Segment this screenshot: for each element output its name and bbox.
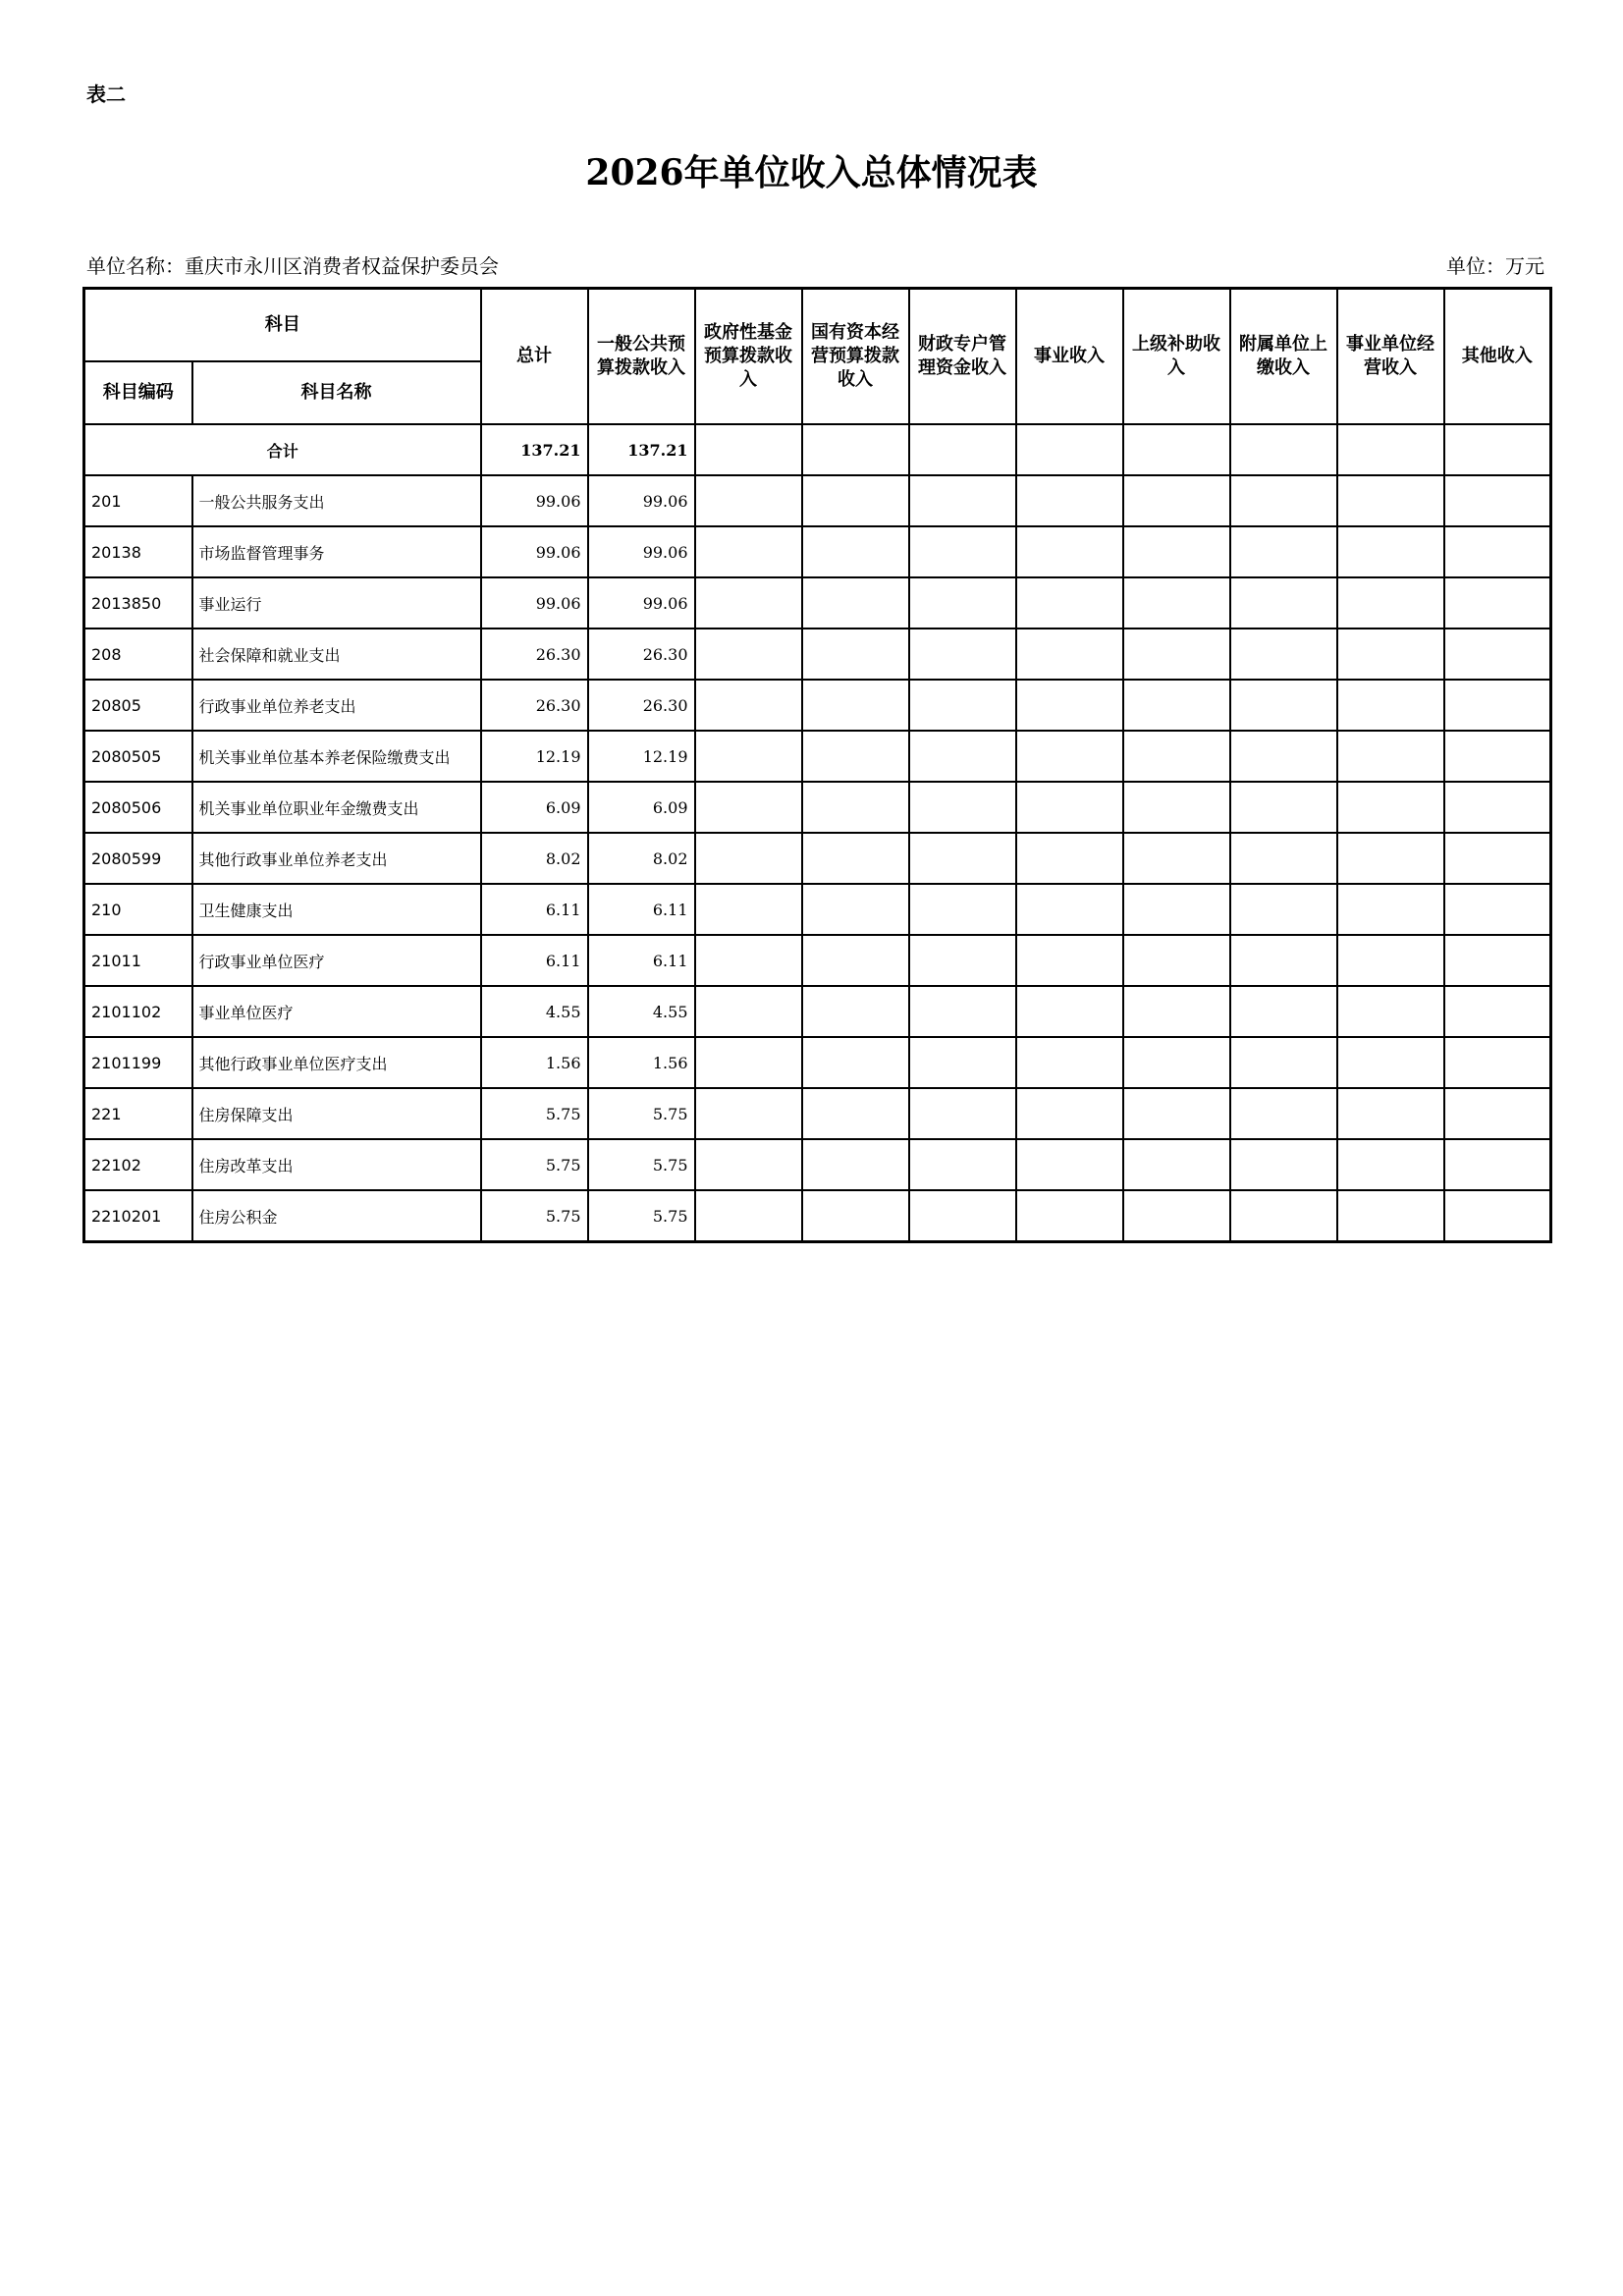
empty-cell [1016,986,1123,1037]
row-subject-name: 住房公积金 [192,1190,481,1242]
table-row [84,833,1551,884]
row-subject-name: 社会保障和就业支出 [192,629,481,680]
header-fiscal-special: 财政专户管理资金收入 [909,289,1016,425]
empty-cell [1123,526,1230,577]
row-subject-code: 210 [84,884,192,935]
empty-cell [1444,1139,1551,1190]
empty-cell [802,629,909,680]
empty-cell [1337,1190,1444,1242]
header-total: 总计 [481,289,588,425]
empty-cell [802,1139,909,1190]
empty-cell [909,731,1016,782]
row-total: 8.02 [481,833,588,884]
empty-cell [1123,884,1230,935]
table-row [84,1037,1551,1088]
row-subject-name: 其他行政事业单位医疗支出 [192,1037,481,1088]
row-total: 1.56 [481,1037,588,1088]
empty-cell [802,1190,909,1242]
row-total: 6.11 [481,884,588,935]
empty-cell [802,782,909,833]
empty-cell [1230,731,1337,782]
row-subject-code: 208 [84,629,192,680]
empty-cell [909,833,1016,884]
row-subject-name: 市场监督管理事务 [192,526,481,577]
empty-cell [695,731,802,782]
table-row [84,935,1551,986]
row-general-budget: 8.02 [588,833,695,884]
row-subject-code: 20138 [84,526,192,577]
row-subject-code: 2101102 [84,986,192,1037]
empty-cell [909,884,1016,935]
empty-cell [1444,526,1551,577]
table-row [84,475,1551,526]
table-row [84,731,1551,782]
empty-cell [1444,1190,1551,1242]
empty-cell [695,475,802,526]
empty-cell [802,884,909,935]
empty-cell [1444,833,1551,884]
empty-cell [1016,1190,1123,1242]
empty-cell [909,680,1016,731]
empty-cell [1337,475,1444,526]
row-subject-name: 机关事业单位基本养老保险缴费支出 [192,731,481,782]
row-total: 4.55 [481,986,588,1037]
empty-cell [1444,475,1551,526]
row-total: 26.30 [481,680,588,731]
table-label: 表二 [86,82,126,106]
empty-cell [909,424,1016,475]
data-rows [84,475,1551,1242]
row-general-budget: 5.75 [588,1088,695,1139]
empty-cell [1016,526,1123,577]
unit-measure: 单位：万元 [1446,254,1544,278]
row-subject-code: 2013850 [84,577,192,629]
empty-cell [1337,731,1444,782]
row-subject-name: 其他行政事业单位养老支出 [192,833,481,884]
table-row [84,782,1551,833]
row-subject-name: 行政事业单位医疗 [192,935,481,986]
empty-cell [695,1139,802,1190]
row-total: 12.19 [481,731,588,782]
empty-cell [1123,833,1230,884]
empty-cell [695,935,802,986]
empty-cell [1337,833,1444,884]
row-subject-code: 221 [84,1088,192,1139]
empty-cell [1444,782,1551,833]
income-table [82,287,1552,1243]
row-subject-code: 2080505 [84,731,192,782]
empty-cell [1444,424,1551,475]
empty-cell [802,1037,909,1088]
empty-cell [695,424,802,475]
row-general-budget: 12.19 [588,731,695,782]
empty-cell [802,1088,909,1139]
empty-cell [695,629,802,680]
empty-cell [802,935,909,986]
table-row [84,884,1551,935]
empty-cell [802,526,909,577]
row-general-budget: 99.06 [588,526,695,577]
empty-cell [1444,1037,1551,1088]
empty-cell [1016,424,1123,475]
row-general-budget: 26.30 [588,680,695,731]
header-subject: 科目 [84,289,481,362]
empty-cell [909,782,1016,833]
row-total: 99.06 [481,475,588,526]
row-subject-name: 行政事业单位养老支出 [192,680,481,731]
row-subject-code: 20805 [84,680,192,731]
table-row [84,577,1551,629]
row-subject-name: 机关事业单位职业年金缴费支出 [192,782,481,833]
row-subject-name: 事业运行 [192,577,481,629]
empty-cell [1444,731,1551,782]
empty-cell [1337,986,1444,1037]
empty-cell [802,833,909,884]
row-subject-name: 一般公共服务支出 [192,475,481,526]
row-subject-code: 201 [84,475,192,526]
table-row [84,1088,1551,1139]
header-business-income: 事业收入 [1016,289,1123,425]
empty-cell [909,1088,1016,1139]
empty-cell [1016,833,1123,884]
row-total: 5.75 [481,1139,588,1190]
empty-cell [1230,986,1337,1037]
row-subject-code: 2210201 [84,1190,192,1242]
empty-cell [909,526,1016,577]
empty-cell [909,986,1016,1037]
row-subject-name: 住房改革支出 [192,1139,481,1190]
empty-cell [1123,1139,1230,1190]
empty-cell [1016,782,1123,833]
empty-cell [1123,424,1230,475]
empty-cell [1337,884,1444,935]
row-subject-code: 22102 [84,1139,192,1190]
page-title: 2026年单位收入总体情况表 [585,152,1038,193]
empty-cell [1337,1037,1444,1088]
empty-cell [909,629,1016,680]
row-subject-name: 住房保障支出 [192,1088,481,1139]
empty-cell [1123,731,1230,782]
total-total: 137.21 [481,424,588,475]
empty-cell [1016,475,1123,526]
empty-cell [695,526,802,577]
empty-cell [909,935,1016,986]
empty-cell [1337,1088,1444,1139]
empty-cell [1444,1088,1551,1139]
row-general-budget: 26.30 [588,629,695,680]
empty-cell [1230,1190,1337,1242]
table-row [84,1139,1551,1190]
empty-cell [1337,577,1444,629]
row-subject-name: 事业单位医疗 [192,986,481,1037]
table-row [84,1190,1551,1242]
empty-cell [802,680,909,731]
row-general-budget: 99.06 [588,475,695,526]
header-general-budget: 一般公共预算拨款收入 [588,289,695,425]
header-other-income: 其他收入 [1444,289,1551,425]
empty-cell [802,475,909,526]
header-affiliated-turnover: 附属单位上缴收入 [1230,289,1337,425]
empty-cell [1444,986,1551,1037]
empty-cell [1016,680,1123,731]
empty-cell [909,475,1016,526]
empty-cell [1444,935,1551,986]
header-subject-code: 科目编码 [84,361,192,424]
empty-cell [1337,782,1444,833]
empty-cell [1230,526,1337,577]
empty-cell [1337,935,1444,986]
empty-cell [1230,1088,1337,1139]
header-subject-name: 科目名称 [192,361,481,424]
empty-cell [1016,935,1123,986]
unit-name: 单位名称：重庆市永川区消费者权益保护委员会 [86,254,499,278]
header-row-1 [84,289,1551,362]
row-total: 6.11 [481,935,588,986]
empty-cell [695,782,802,833]
empty-cell [909,1190,1016,1242]
empty-cell [1444,680,1551,731]
table-row [84,986,1551,1037]
total-label: 合计 [84,424,481,475]
empty-cell [1123,935,1230,986]
empty-cell [1230,680,1337,731]
empty-cell [695,1088,802,1139]
empty-cell [1444,629,1551,680]
empty-cell [802,986,909,1037]
empty-cell [1123,1190,1230,1242]
empty-cell [1016,884,1123,935]
row-total: 5.75 [481,1088,588,1139]
empty-cell [1016,731,1123,782]
empty-cell [695,833,802,884]
empty-cell [1230,424,1337,475]
row-total: 6.09 [481,782,588,833]
empty-cell [802,731,909,782]
empty-cell [1230,1139,1337,1190]
empty-cell [1230,629,1337,680]
row-general-budget: 1.56 [588,1037,695,1088]
total-row [84,424,1551,475]
row-total: 26.30 [481,629,588,680]
row-general-budget: 6.11 [588,884,695,935]
empty-cell [1123,680,1230,731]
empty-cell [1337,526,1444,577]
empty-cell [1230,884,1337,935]
empty-cell [1337,680,1444,731]
empty-cell [695,986,802,1037]
empty-cell [1016,1139,1123,1190]
header-superior-subsidy: 上级补助收入 [1123,289,1230,425]
empty-cell [695,884,802,935]
row-general-budget: 5.75 [588,1139,695,1190]
empty-cell [1016,629,1123,680]
table-row [84,526,1551,577]
empty-cell [695,680,802,731]
empty-cell [909,577,1016,629]
row-general-budget: 6.09 [588,782,695,833]
empty-cell [1123,1037,1230,1088]
empty-cell [1337,629,1444,680]
empty-cell [1230,782,1337,833]
empty-cell [1337,1139,1444,1190]
row-subject-name: 卫生健康支出 [192,884,481,935]
empty-cell [695,1190,802,1242]
empty-cell [1123,782,1230,833]
empty-cell [1123,1088,1230,1139]
row-subject-code: 2080506 [84,782,192,833]
row-subject-code: 21011 [84,935,192,986]
empty-cell [1230,833,1337,884]
table-row [84,629,1551,680]
empty-cell [1016,577,1123,629]
empty-cell [1123,629,1230,680]
empty-cell [802,424,909,475]
empty-cell [1016,1088,1123,1139]
row-general-budget: 4.55 [588,986,695,1037]
empty-cell [695,1037,802,1088]
row-subject-code: 2101199 [84,1037,192,1088]
total-general-budget: 137.21 [588,424,695,475]
empty-cell [1230,577,1337,629]
header-gov-fund: 政府性基金预算拨款收入 [695,289,802,425]
empty-cell [909,1037,1016,1088]
empty-cell [1230,935,1337,986]
row-general-budget: 99.06 [588,577,695,629]
empty-cell [1123,986,1230,1037]
empty-cell [802,577,909,629]
row-total: 99.06 [481,526,588,577]
empty-cell [1444,577,1551,629]
empty-cell [695,577,802,629]
row-subject-code: 2080599 [84,833,192,884]
empty-cell [1123,577,1230,629]
row-total: 99.06 [481,577,588,629]
empty-cell [1444,884,1551,935]
empty-cell [1016,1037,1123,1088]
header-state-capital: 国有资本经营预算拨款收入 [802,289,909,425]
empty-cell [1337,424,1444,475]
row-general-budget: 5.75 [588,1190,695,1242]
header-operating-income: 事业单位经营收入 [1337,289,1444,425]
empty-cell [1230,1037,1337,1088]
table-row [84,680,1551,731]
empty-cell [1123,475,1230,526]
row-total: 5.75 [481,1190,588,1242]
empty-cell [1230,475,1337,526]
empty-cell [909,1139,1016,1190]
row-general-budget: 6.11 [588,935,695,986]
